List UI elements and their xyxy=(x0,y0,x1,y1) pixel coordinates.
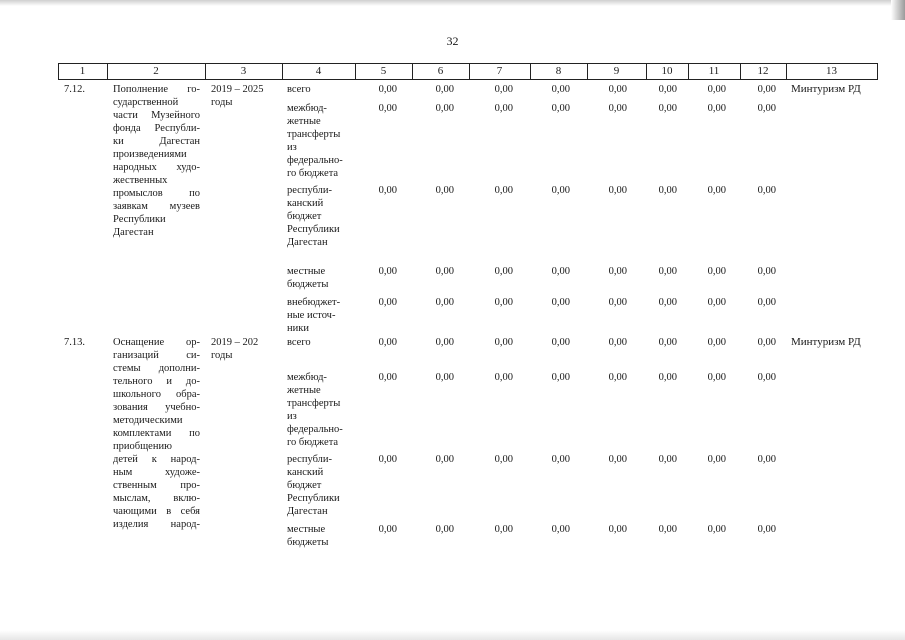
funding-value: 0,00 xyxy=(608,454,627,465)
funding-value: 0,00 xyxy=(658,337,677,348)
description-line: промыслов по xyxy=(113,188,200,199)
funding-value: 0,00 xyxy=(494,454,513,465)
funding-value: 0,00 xyxy=(435,337,454,348)
funding-value: 0,00 xyxy=(658,372,677,383)
funding-value: 0,00 xyxy=(608,372,627,383)
page-number: 32 xyxy=(446,34,459,48)
description-line: Республики xyxy=(113,214,166,225)
funding-value: 0,00 xyxy=(757,337,776,348)
funding-source-label xyxy=(287,523,328,549)
funding-value: 0,00 xyxy=(658,454,677,465)
funding-value: 0,00 xyxy=(551,103,570,114)
header-cell-6: 6 xyxy=(437,65,444,77)
executor: Минтуризм РД xyxy=(791,336,861,348)
header-col-border xyxy=(877,63,878,80)
description-line: народных худо- xyxy=(113,162,200,173)
funding-value: 0,00 xyxy=(707,524,726,535)
funding-source-line: республи- xyxy=(287,185,332,196)
funding-source-line: местные xyxy=(287,524,326,535)
funding-source-line: жетные xyxy=(287,385,321,396)
funding-value: 0,00 xyxy=(494,84,513,95)
funding-source-line: всего xyxy=(287,84,311,95)
funding-source-line: бюджет xyxy=(287,480,322,491)
funding-source-label xyxy=(287,296,340,335)
funding-source-line: межбюд- xyxy=(287,103,327,114)
description-line: методическими xyxy=(113,415,183,426)
funding-value: 0,00 xyxy=(435,297,454,308)
funding-value: 0,00 xyxy=(551,185,570,196)
header-cell-8: 8 xyxy=(555,65,562,77)
scan-bottom-edge xyxy=(0,630,905,640)
funding-source-line: федерально- xyxy=(287,424,343,435)
funding-value: 0,00 xyxy=(494,524,513,535)
funding-value: 0,00 xyxy=(494,103,513,114)
funding-value: 0,00 xyxy=(707,454,726,465)
header-cell-3: 3 xyxy=(240,65,247,77)
description-line: детей к народ- xyxy=(113,454,200,465)
funding-value: 0,00 xyxy=(378,103,397,114)
funding-value: 0,00 xyxy=(435,103,454,114)
description-line: Оснащение ор- xyxy=(113,337,200,348)
funding-value: 0,00 xyxy=(757,103,776,114)
measure-description xyxy=(113,336,200,531)
description-line: чающими в себя xyxy=(113,506,200,517)
description-line: фонда Республи- xyxy=(113,123,200,134)
description-line: жественных xyxy=(113,175,168,186)
funding-source-label xyxy=(287,265,328,291)
funding-source-line: трансферты xyxy=(287,129,341,140)
funding-source-line: федерально- xyxy=(287,155,343,166)
funding-source-label xyxy=(287,83,311,96)
implementation-period xyxy=(211,83,264,109)
funding-value: 0,00 xyxy=(707,297,726,308)
funding-source-label xyxy=(287,102,343,180)
funding-value: 0,00 xyxy=(435,266,454,277)
description-line: тельного и до- xyxy=(113,376,200,387)
executor: Минтуризм РД xyxy=(791,83,861,95)
header-cell-7: 7 xyxy=(496,65,503,77)
funding-source-line: республи- xyxy=(287,454,332,465)
funding-value: 0,00 xyxy=(551,372,570,383)
description-line: сударственной xyxy=(113,97,179,108)
funding-value: 0,00 xyxy=(494,337,513,348)
row-number: 7.13. xyxy=(64,337,85,348)
funding-value: 0,00 xyxy=(757,297,776,308)
funding-source-line: всего xyxy=(287,337,311,348)
funding-value: 0,00 xyxy=(608,337,627,348)
funding-value: 0,00 xyxy=(707,337,726,348)
funding-value: 0,00 xyxy=(378,297,397,308)
funding-source-line: ники xyxy=(287,323,309,334)
funding-value: 0,00 xyxy=(494,297,513,308)
funding-value: 0,00 xyxy=(757,266,776,277)
funding-value: 0,00 xyxy=(378,524,397,535)
funding-value: 0,00 xyxy=(551,454,570,465)
funding-value: 0,00 xyxy=(658,297,677,308)
description-line: ным художе- xyxy=(113,467,200,478)
funding-value: 0,00 xyxy=(435,84,454,95)
description-line: заявкам музеев xyxy=(113,201,200,212)
funding-value: 0,00 xyxy=(757,454,776,465)
funding-source-line: межбюд- xyxy=(287,372,327,383)
header-cell-11: 11 xyxy=(708,65,720,77)
funding-value: 0,00 xyxy=(707,372,726,383)
funding-source-line: местные xyxy=(287,266,326,277)
funding-source-line: го бюджета xyxy=(287,437,339,448)
funding-source-line: канский xyxy=(287,467,324,478)
funding-value: 0,00 xyxy=(378,372,397,383)
description-line: зования учебно- xyxy=(113,402,200,413)
funding-value: 0,00 xyxy=(435,372,454,383)
funding-source-label xyxy=(287,453,340,518)
funding-value: 0,00 xyxy=(608,266,627,277)
funding-source-label xyxy=(287,371,343,449)
funding-value: 0,00 xyxy=(707,103,726,114)
funding-value: 0,00 xyxy=(378,454,397,465)
description-line: Пополнение го- xyxy=(113,84,200,95)
funding-value: 0,00 xyxy=(551,297,570,308)
funding-value: 0,00 xyxy=(494,372,513,383)
funding-value: 0,00 xyxy=(551,337,570,348)
row-number: 7.12. xyxy=(64,84,85,95)
description-line: ки Дагестан xyxy=(113,136,200,147)
funding-source-line: жетные xyxy=(287,116,321,127)
period-line: 2019 – 2025 xyxy=(211,84,264,95)
measure-description xyxy=(113,83,200,239)
funding-source-line: Дагестан xyxy=(287,237,328,248)
funding-value: 0,00 xyxy=(551,524,570,535)
description-line: Дагестан xyxy=(113,227,154,238)
header-cell-12: 12 xyxy=(757,65,769,77)
funding-value: 0,00 xyxy=(608,103,627,114)
description-line: ганизаций си- xyxy=(113,350,200,361)
funding-value: 0,00 xyxy=(608,524,627,535)
funding-value: 0,00 xyxy=(378,266,397,277)
funding-source-line: из xyxy=(287,411,297,422)
funding-value: 0,00 xyxy=(757,185,776,196)
funding-source-line: трансферты xyxy=(287,398,341,409)
description-line: изделия народ- xyxy=(113,519,200,530)
header-cell-10: 10 xyxy=(661,65,673,77)
funding-value: 0,00 xyxy=(551,84,570,95)
funding-source-line: Республики xyxy=(287,493,340,504)
description-line: школьного обра- xyxy=(113,389,200,400)
funding-value: 0,00 xyxy=(551,266,570,277)
funding-value: 0,00 xyxy=(435,185,454,196)
funding-source-line: го бюджета xyxy=(287,168,339,179)
description-line: приобщению xyxy=(113,441,172,452)
header-cell-1: 1 xyxy=(79,65,86,77)
scan-top-edge xyxy=(0,0,905,6)
funding-source-line: ные источ- xyxy=(287,310,336,321)
funding-value: 0,00 xyxy=(707,266,726,277)
funding-value: 0,00 xyxy=(378,337,397,348)
funding-value: 0,00 xyxy=(608,185,627,196)
funding-source-line: Республики xyxy=(287,224,340,235)
funding-source-line: из xyxy=(287,142,297,153)
funding-value: 0,00 xyxy=(378,84,397,95)
period-line: 2019 – 202 xyxy=(211,337,259,348)
implementation-period xyxy=(211,336,258,362)
header-cell-2: 2 xyxy=(153,65,159,77)
funding-value: 0,00 xyxy=(658,524,677,535)
funding-source-line: бюджет xyxy=(287,211,322,222)
scan-corner-shadow xyxy=(891,0,905,20)
funding-value: 0,00 xyxy=(658,84,677,95)
funding-value: 0,00 xyxy=(707,84,726,95)
period-line: годы xyxy=(211,97,233,108)
funding-value: 0,00 xyxy=(608,297,627,308)
funding-value: 0,00 xyxy=(658,266,677,277)
funding-value: 0,00 xyxy=(757,524,776,535)
funding-source-label xyxy=(287,336,311,349)
funding-source-label xyxy=(287,184,340,249)
description-line: произведениями xyxy=(113,149,187,160)
description-line: части Музейного xyxy=(113,110,200,121)
funding-source-line: внебюджет- xyxy=(287,297,341,308)
funding-value: 0,00 xyxy=(658,103,677,114)
header-cell-5: 5 xyxy=(380,65,387,77)
period-line: годы xyxy=(211,350,233,361)
funding-value: 0,00 xyxy=(378,185,397,196)
funding-value: 0,00 xyxy=(757,84,776,95)
description-line: ственным про- xyxy=(113,480,200,491)
description-line: стемы дополни- xyxy=(113,363,200,374)
funding-value: 0,00 xyxy=(658,185,677,196)
header-cell-13: 13 xyxy=(826,65,837,77)
funding-source-line: бюджеты xyxy=(287,537,329,548)
description-line: комплектами по xyxy=(113,428,200,439)
funding-value: 0,00 xyxy=(435,454,454,465)
funding-value: 0,00 xyxy=(435,524,454,535)
funding-value: 0,00 xyxy=(494,266,513,277)
funding-value: 0,00 xyxy=(494,185,513,196)
header-cell-9: 9 xyxy=(613,65,620,77)
funding-value: 0,00 xyxy=(608,84,627,95)
funding-source-line: Дагестан xyxy=(287,506,328,517)
funding-source-line: канский xyxy=(287,198,324,209)
description-line: мыслам, вклю- xyxy=(113,493,200,504)
funding-source-line: бюджеты xyxy=(287,279,329,290)
funding-value: 0,00 xyxy=(707,185,726,196)
funding-value: 0,00 xyxy=(757,372,776,383)
header-cell-4: 4 xyxy=(315,65,322,77)
